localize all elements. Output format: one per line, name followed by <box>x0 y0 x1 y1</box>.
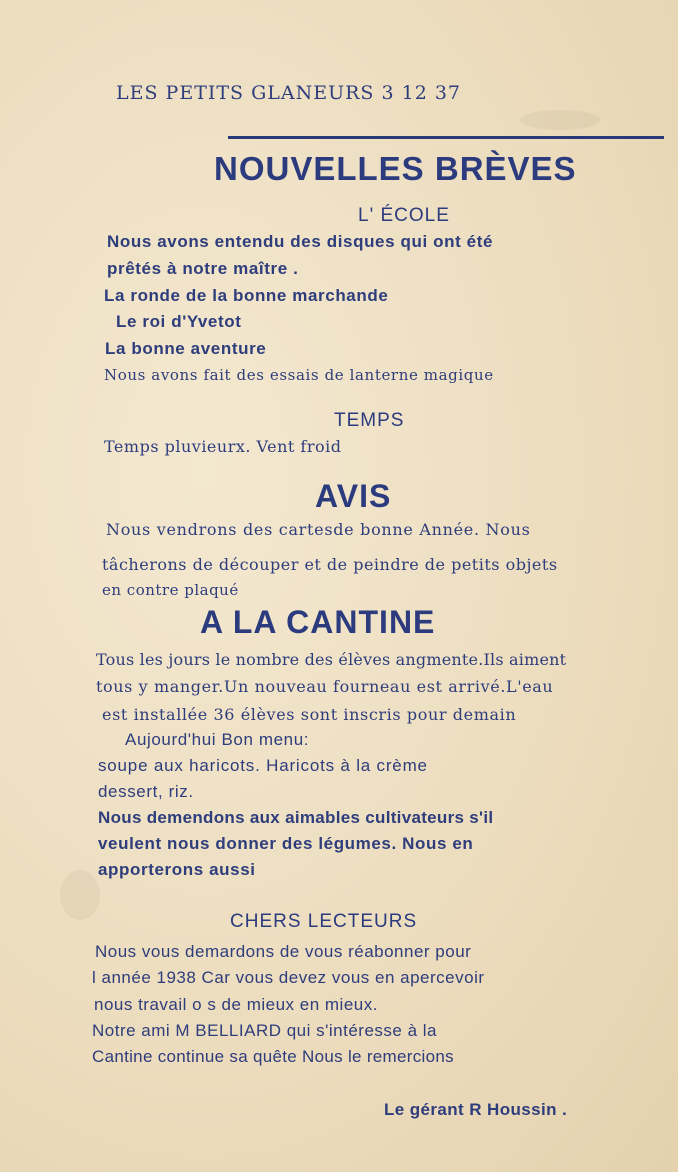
cantine-line: Nous demendons aux aimables cultivateurs s'il <box>98 808 494 827</box>
section-heading-ecole: L' ÉCOLE <box>358 205 450 226</box>
ecole-line: Nous avons entendu des disques qui ont été <box>107 232 494 251</box>
cantine-line: dessert, riz. <box>98 782 194 801</box>
cantine-line: Tous les jours le nombre des élèves angmente.Ils aiment <box>96 650 567 669</box>
page-title: NOUVELLES BRÈVES <box>214 150 577 187</box>
paper-stain <box>60 870 100 920</box>
section-heading-lecteurs: CHERS LECTEURS <box>230 911 418 932</box>
ecole-line: La bonne aventure <box>105 339 267 358</box>
cantine-line: apporterons aussi <box>98 860 256 879</box>
ecole-line: Le roi d'Yvetot <box>116 312 242 331</box>
masthead: LES PETITS GLANEURS 3 12 37 <box>116 82 462 104</box>
lecteurs-line: Notre ami M BELLIARD qui s'intéresse à la <box>92 1021 437 1040</box>
cantine-line: est installée 36 élèves sont inscris pour demain <box>102 705 517 724</box>
paper-stain <box>520 110 600 130</box>
lecteurs-line: l année 1938 Car vous devez vous en apercevoir <box>92 968 485 987</box>
cantine-line: tous y manger.Un nouveau fourneau est arrivé.L'eau <box>96 677 554 696</box>
avis-line: en contre plaqué <box>102 581 239 599</box>
header-rule <box>228 136 664 139</box>
section-heading-avis: AVIS <box>315 478 392 514</box>
cantine-line: soupe aux haricots. Haricots à la crème <box>98 756 428 775</box>
cantine-line: veulent nous donner des légumes. Nous en <box>98 834 474 853</box>
lecteurs-line: nous travail o s de mieux en mieux. <box>94 995 378 1014</box>
lecteurs-line: Cantine continue sa quête Nous le remercions <box>92 1047 454 1066</box>
section-heading-temps: TEMPS <box>334 410 405 431</box>
lecteurs-line: Nous vous demardons de vous réabonner pour <box>95 942 472 961</box>
avis-line: tâcherons de découper et de peindre de petits objets <box>102 555 558 574</box>
ecole-line: Nous avons fait des essais de lanterne magique <box>104 366 494 384</box>
signature: Le gérant R Houssin . <box>384 1100 568 1119</box>
temps-line: Temps pluvieurx. Vent froid <box>104 437 342 456</box>
ecole-line: La ronde de la bonne marchande <box>104 286 389 305</box>
section-heading-cantine: A LA CANTINE <box>200 604 436 640</box>
cantine-line: Aujourd'hui Bon menu: <box>125 730 310 749</box>
ecole-line: prêtés à notre maître . <box>107 259 299 278</box>
avis-line: Nous vendrons des cartesde bonne Année. Nous <box>106 520 531 539</box>
